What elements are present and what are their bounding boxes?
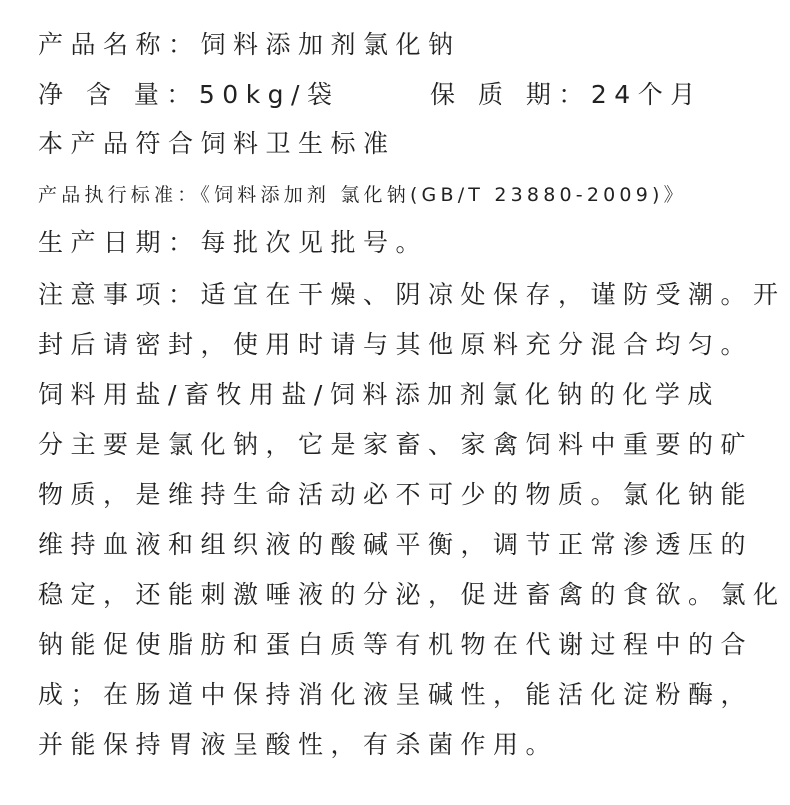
body-line: 注意事项：适宜在干燥、阴凉处保存，谨防受潮。开 (38, 280, 786, 309)
body-line: 封后请密封，使用时请与其他原料充分混合均匀。 (38, 330, 754, 359)
hygiene-statement: 本产品符合饲料卫生标准 (38, 129, 396, 158)
body-line: 分主要是氯化钠，它是家畜、家禽饲料中重要的矿 (38, 430, 754, 459)
body-line: 稳定，还能刺激唾液的分泌，促进畜禽的食欲。氯化 (38, 580, 786, 609)
body-line: 物质，是维持生命活动必不可少的物质。氯化钠能 (38, 480, 754, 509)
body-line: 钠能促使脂肪和蛋白质等有机物在代谢过程中的合 (38, 630, 754, 659)
product-name: 产品名称：饲料添加剂氯化钠 (38, 30, 461, 59)
body-line: 维持血液和组织液的酸碱平衡，调节正常渗透压的 (38, 530, 754, 559)
execution-standard: 产品执行标准：《饲料添加剂 氯化钠(GB/T 23880-2009)》 (38, 184, 687, 206)
shelf-life: 保 质 期：24个月 (430, 80, 703, 109)
body-line: 成；在肠道中保持消化液呈碱性，能活化淀粉酶， (38, 680, 754, 709)
body-line: 并能保持胃液呈酸性，有杀菌作用。 (38, 730, 559, 759)
net-weight: 净 含 量：50kg/袋 (38, 80, 340, 109)
body-line: 饲料用盐/畜牧用盐/饲料添加剂氯化钠的化学成 (38, 380, 720, 409)
production-date: 生产日期：每批次见批号。 (38, 228, 429, 257)
